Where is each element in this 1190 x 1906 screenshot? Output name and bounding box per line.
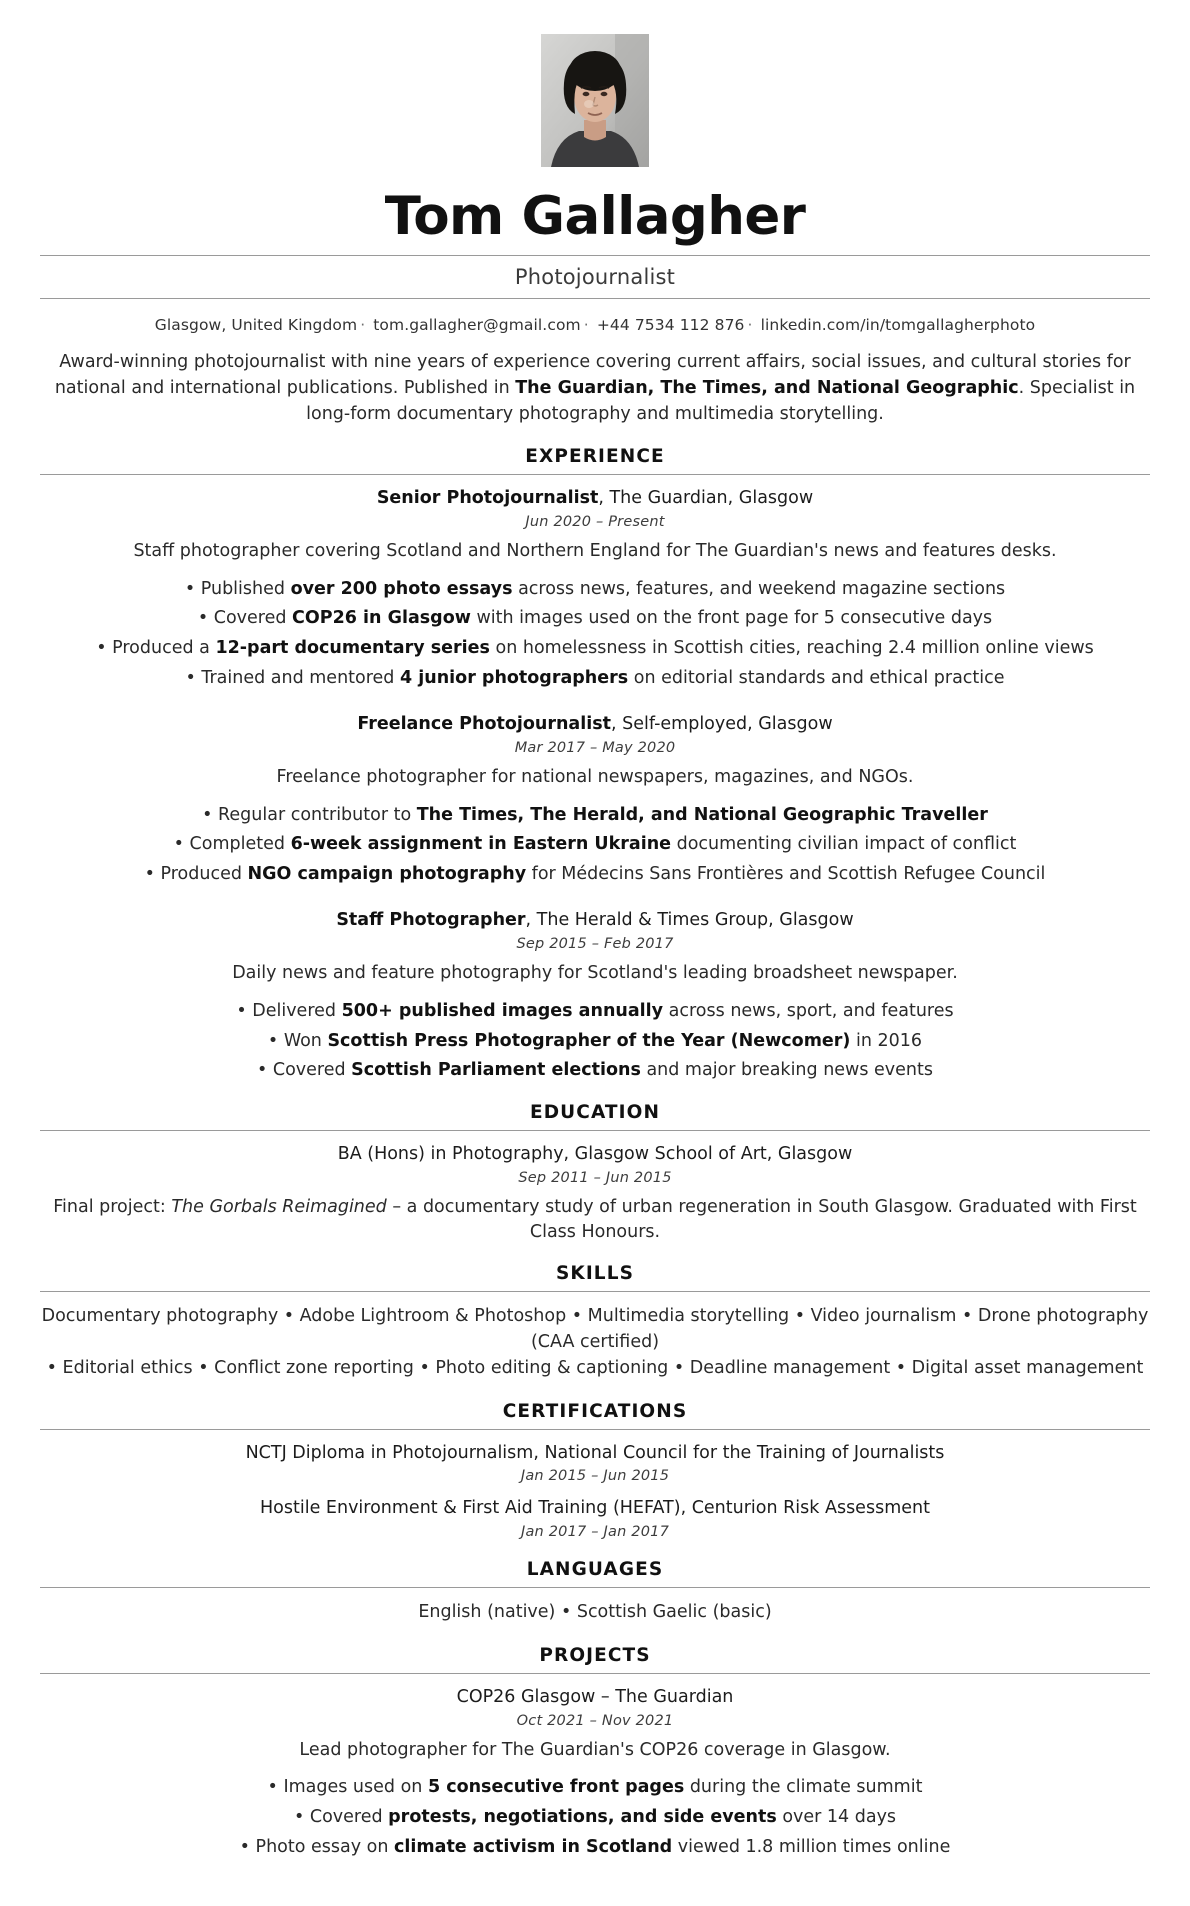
list-item [40,1836,1150,1860]
experience-dates: Sep 2015 – Feb 2017 [516,936,674,953]
experience-org: , The Herald & Times Group, Glasgow [525,910,854,931]
bullet-bold: NGO campaign photography [247,864,527,885]
bullet-pre: Regular contributor to [218,804,417,825]
list-item [40,1059,1150,1083]
experience-bullets [40,1000,1150,1084]
experience-dates: Jun 2020 – Present [525,514,665,531]
experience-description: Staff photographer covering Scotland and Northern England for The Guardian's news and features desks. [133,541,1057,562]
bullet-post: on homelessness in Scottish cities, reaching 2.4 million online views [489,638,1094,659]
certification-item [40,1497,1150,1540]
certification-name: NCTJ Diploma in Photojournalism, National Council for the Training of Journalists [245,1442,945,1463]
bullet-post: over 14 days [776,1806,897,1827]
section-heading-education: EDUCATION [529,1102,661,1124]
bullet-post: during the climate summit [684,1777,923,1798]
experience-role: Staff Photographer [336,910,526,931]
experience-description: Daily news and feature photography for Scotland's leading broadsheet newspaper. [232,963,958,984]
experience-entry-head [40,909,1150,933]
contact-location: Glasgow, United Kingdom [154,315,358,334]
certification-item [40,1442,1150,1485]
bullet-post: in 2016 [850,1030,923,1051]
section-skills [40,1263,1150,1382]
section-heading-projects: PROJECTS [539,1644,651,1666]
experience-dates: Mar 2017 – May 2020 [514,740,676,757]
contact-line [40,316,1150,334]
experience-org: , Self-employed, Glasgow [611,714,833,735]
languages-line: English (native) • Scottish Gaelic (basic) [418,1602,772,1622]
skills-line-1: Documentary photography • Adobe Lightroom & Photoshop • Multimedia storytelling • Video journalism • Drone photography (CAA certified) [41,1306,1149,1352]
bullet-post: documenting civilian impact of conflict [671,834,1017,855]
skills-body [40,1292,1150,1382]
bullet-pre: Produced [160,864,248,885]
certification-dates: Jan 2017 – Jan 2017 [521,1524,669,1540]
contact-phone[interactable]: +44 7534 112 876 [596,315,745,334]
contact-linkedin[interactable]: linkedin.com/in/tomgallagherphoto [760,315,1036,334]
bullet-bold: protests, negotiations, and side events [388,1806,777,1827]
project-description: Lead photographer for The Guardian's COP26 coverage in Glasgow. [299,1739,891,1760]
page-title: Tom Gallagher [384,186,806,247]
project-name: COP26 Glasgow – The Guardian [456,1686,734,1707]
certification-dates: Jan 2015 – Jun 2015 [520,1468,670,1485]
certification-name: Hostile Environment & First Aid Training (HEFAT), Centurion Risk Assessment [260,1498,930,1519]
bullet-pre: Published [200,578,291,599]
bullet-bold: Scottish Parliament elections [351,1060,641,1081]
contact-separator-2: · [583,315,589,334]
section-heading-certifications: CERTIFICATIONS [502,1400,688,1422]
education-degree: BA (Hons) in Photography, Glasgow School of Art, Glasgow [337,1144,853,1165]
bullet-post: and major breaking news events [640,1060,934,1081]
experience-role: Freelance Photojournalist [357,714,612,735]
education-dates: Sep 2011 – Jun 2015 [518,1170,672,1187]
certification-items [40,1430,1150,1540]
section-heading-experience: EXPERIENCE [525,446,665,468]
list-item [40,637,1150,661]
section-projects [40,1645,1150,1860]
list-item [40,578,1150,602]
bullet-pre: Produced a [112,638,216,659]
bullet-bold: 500+ published images annually [341,1000,664,1021]
bullet-pre: Won [283,1030,328,1051]
contact-email[interactable]: tom.gallagher@gmail.com [373,315,581,334]
list-item [40,1776,1150,1800]
bullet-pre: Delivered [252,1000,342,1021]
bullet-bold: 4 junior photographers [399,668,629,689]
section-heading-skills: SKILLS [555,1263,635,1285]
bullet-post: with images used on the front page for 5 consecutive days [470,608,993,629]
bullet-bold: The Times, The Herald, and National Geographic Traveller [416,804,988,825]
bullet-bold: 5 consecutive front pages [427,1777,685,1798]
summary-text-pre: Award-winning photojournalist with nine years of experience covering current affairs, social issues, and cultural stories for national and international publications. Published in [54,351,1131,398]
bullet-bold: over 200 photo essays [290,578,513,599]
section-education [40,1102,1150,1244]
section-certifications [40,1401,1150,1540]
section-languages [40,1559,1150,1626]
experience-bullets [40,578,1150,692]
education-note [40,1195,1150,1244]
bullet-post: across news, features, and weekend magazine sections [512,578,1006,599]
list-item [40,607,1150,631]
bullet-pre: Images used on [283,1777,428,1798]
education-note-pre: Final project: [53,1197,172,1218]
summary-text-post: . Specialist in long-form documentary photography and multimedia storytelling. [306,377,1136,425]
bullet-bold: 6-week assignment in Eastern Ukraine [290,834,672,855]
experience-entry [40,713,1150,887]
bullet-pre: Covered [272,1060,352,1081]
avatar [541,34,649,167]
list-item [40,1000,1150,1024]
experience-entry-head [40,487,1150,511]
education-entries [40,1131,1150,1244]
languages-body [40,1588,1150,1626]
section-heading-languages: LANGUAGES [526,1559,664,1580]
bullet-pre: Covered [309,1806,389,1827]
project-entries [40,1674,1150,1860]
experience-org: , The Guardian, Glasgow [598,488,814,509]
profile-photo-wrap [40,34,1150,167]
bullet-post: viewed 1.8 million times online [672,1836,951,1857]
experience-bullets [40,804,1150,888]
list-item [40,1030,1150,1054]
bullet-pre: Photo essay on [255,1836,395,1857]
section-experience [40,446,1150,1083]
experience-role: Senior Photojournalist [376,488,599,509]
professional-summary [50,349,1140,428]
bullet-bold: COP26 in Glasgow [292,608,471,629]
list-item [40,1806,1150,1830]
experience-entries [40,475,1150,1083]
bullet-bold: Scottish Press Photographer of the Year (Newcomer) [327,1030,851,1051]
bullet-post: on editorial standards and ethical practice [628,668,1005,689]
header-divider-bottom [40,298,1150,299]
bullet-pre: Trained and mentored [201,668,400,689]
list-item [40,833,1150,857]
experience-entry [40,909,1150,1083]
education-project-title: The Gorbals Reimagined [171,1197,387,1218]
project-dates: Oct 2021 – Nov 2021 [516,1712,674,1729]
bullet-post: for Médecins Sans Frontières and Scottish Refugee Council [526,864,1046,885]
summary-publications: The Guardian, The Times, and National Geographic [515,377,1019,398]
list-item [40,863,1150,887]
experience-entry-head [40,713,1150,737]
experience-entry [40,487,1150,691]
contact-separator-3: · [747,315,753,334]
education-entry [40,1143,1150,1244]
bullet-pre: Completed [189,834,291,855]
project-bullets [40,1776,1150,1860]
list-item [40,667,1150,691]
skills-line-2: • Editorial ethics • Conflict zone reporting • Photo editing & captioning • Deadline management • Digital asset management [46,1357,1144,1378]
job-title: Photojournalist [514,264,676,289]
education-note-post: – a documentary study of urban regeneration in South Glasgow. Graduated with First Class Honours. [386,1197,1137,1242]
list-item [40,804,1150,828]
bullet-pre: Covered [213,608,293,629]
bullet-bold: 12-part documentary series [215,638,490,659]
bullet-bold: climate activism in Scotland [394,1836,673,1857]
experience-description: Freelance photographer for national newspapers, magazines, and NGOs. [276,767,914,788]
bullet-post: across news, sport, and features [663,1000,954,1021]
contact-separator-1: · [360,315,366,334]
project-entry [40,1686,1150,1860]
